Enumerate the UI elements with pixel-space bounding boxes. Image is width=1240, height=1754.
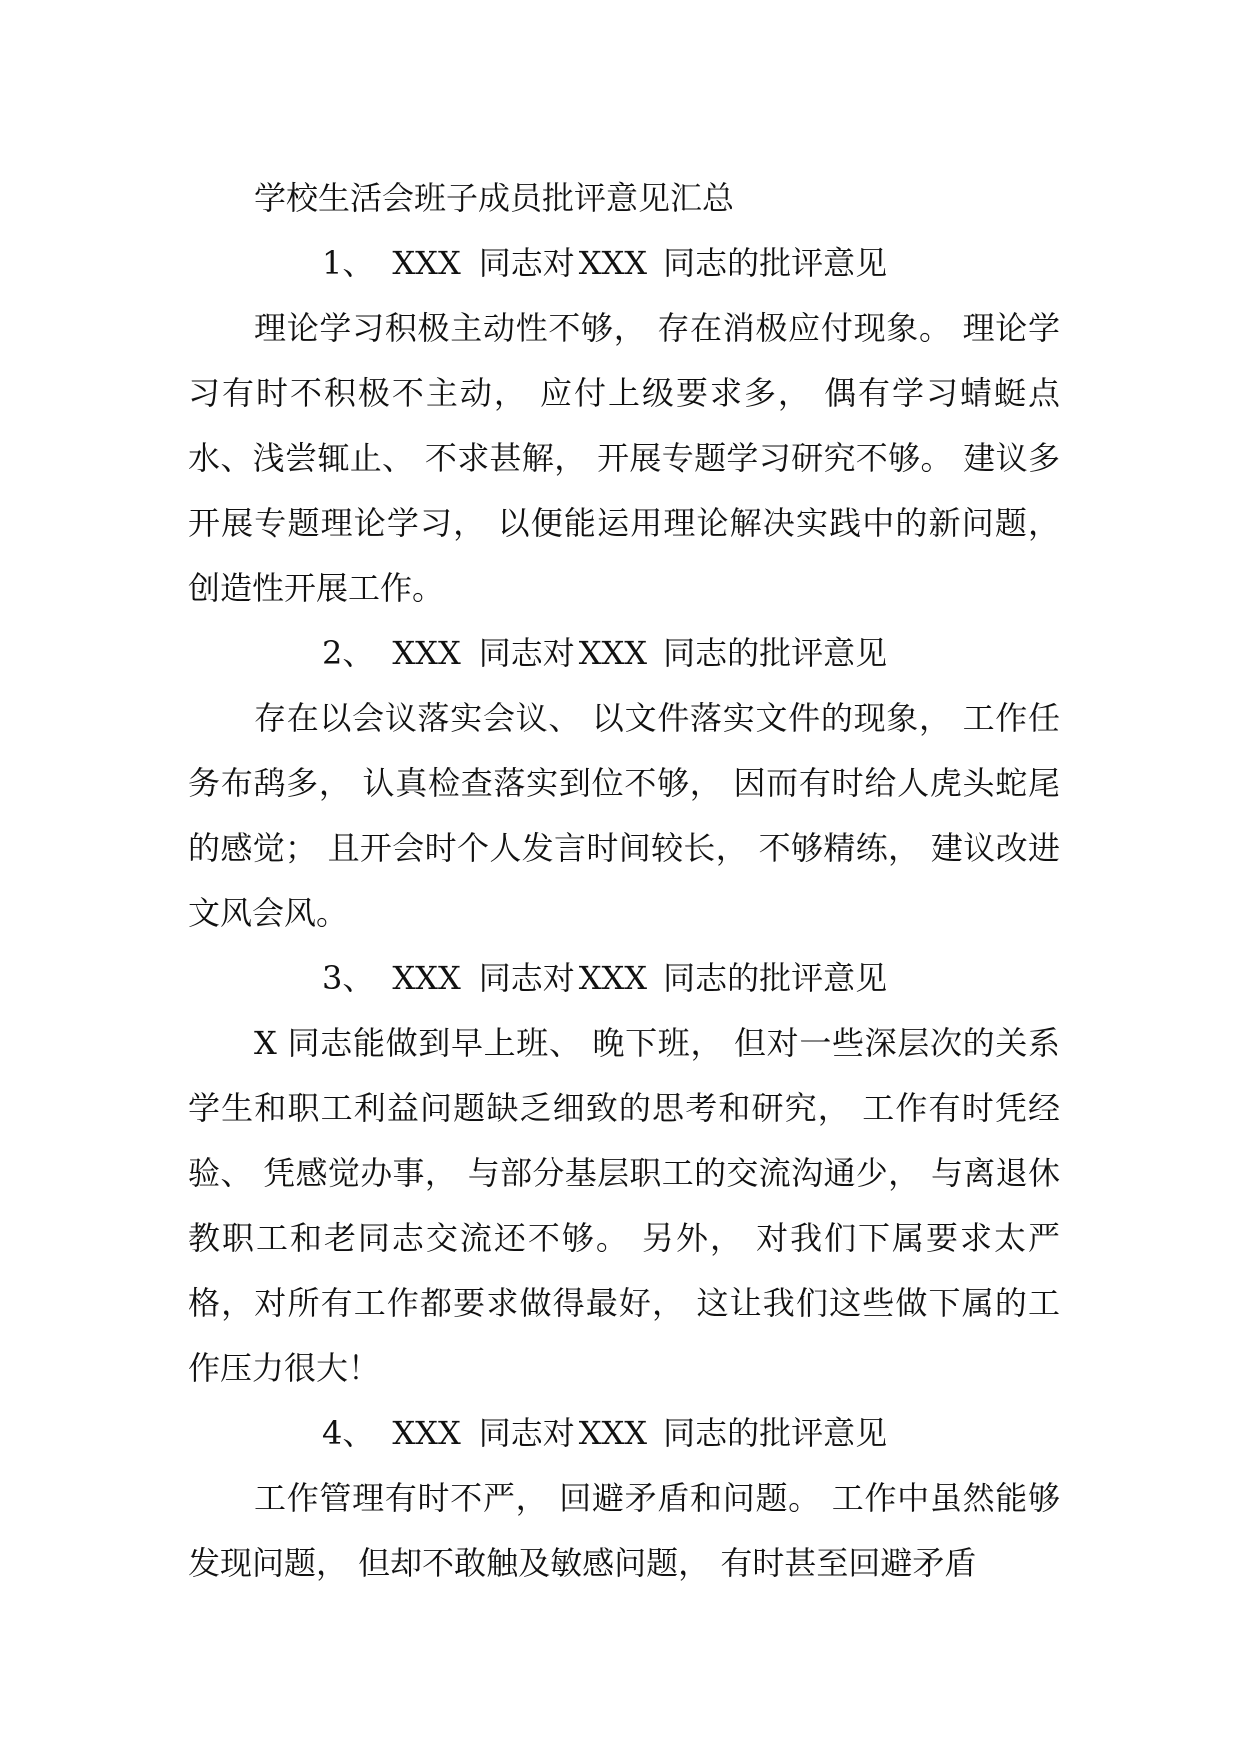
section-paragraph <box>188 1011 1060 1401</box>
heading-connector: 同志对 <box>478 1414 575 1452</box>
section-number: 4、 <box>322 1414 375 1452</box>
paragraph-text: 工作管理有时不严， 回避矛盾和问题。 工作中虽然能够发现问题， 但却不敢触及敏感问题， 有时甚至回避矛盾 <box>188 1479 1060 1582</box>
section-number: 2、 <box>322 634 375 672</box>
heading-connector: 同志对 <box>478 634 575 672</box>
target-name: XXX <box>578 959 648 997</box>
section-number: 1、 <box>322 244 375 282</box>
critic-name: XXX <box>392 244 461 282</box>
critic-name: XXX <box>392 634 461 672</box>
heading-tail: 同志的批评意见 <box>663 244 888 282</box>
section-number: 3、 <box>322 959 375 997</box>
paragraph-lead: X <box>254 1024 277 1062</box>
heading-tail: 同志的批评意见 <box>663 959 888 997</box>
heading-connector: 同志对 <box>478 244 575 282</box>
heading-tail: 同志的批评意见 <box>663 1414 888 1452</box>
section-heading <box>188 1401 1060 1466</box>
critic-name: XXX <box>392 1414 461 1452</box>
paragraph-text: 同志能做到早上班、 晚下班， 但对一些深层次的关系学生和职工利益问题缺乏细致的思考和研究， 工作有时凭经验、 凭感觉办事， 与部分基层职工的交流沟通少， 与离退休教职工和老同志交流还不够。 另外， 对我们下属要求太严格，对所有工作都要求做得最好， 这让我们这些做下属的工作压力很大！ <box>188 1024 1060 1387</box>
critic-name: XXX <box>392 959 461 997</box>
target-name: XXX <box>578 1414 648 1452</box>
document-body <box>188 166 1060 1596</box>
target-name: XXX <box>578 634 648 672</box>
heading-tail: 同志的批评意见 <box>663 634 888 672</box>
section-heading <box>188 231 1060 296</box>
section-paragraph <box>188 296 1060 621</box>
section-heading <box>188 946 1060 1011</box>
section-paragraph <box>188 686 1060 946</box>
target-name: XXX <box>578 244 648 282</box>
paragraph-text: 存在以会议落实会议、 以文件落实文件的现象， 工作任务布鸹多， 认真检查落实到位不够， 因而有时给人虎头蛇尾的感觉； 且开会时个人发言时间较长， 不够精练， 建议改进文风会风。 <box>188 699 1060 932</box>
section-heading <box>188 621 1060 686</box>
paragraph-text: 理论学习积极主动性不够， 存在消极应付现象。 理论学习有时不积极不主动， 应付上级要求多， 偶有学习蜻蜓点水、浅尝辄止、 不求甚解， 开展专题学习研究不够。 建议多开展专题理论学习， 以便能运用理论解决实践中的新问题， 创造性开展工作。 <box>188 309 1060 607</box>
section-paragraph <box>188 1466 1060 1596</box>
document-title: 学校生活会班子成员批评意见汇总 <box>254 179 735 217</box>
heading-connector: 同志对 <box>478 959 575 997</box>
